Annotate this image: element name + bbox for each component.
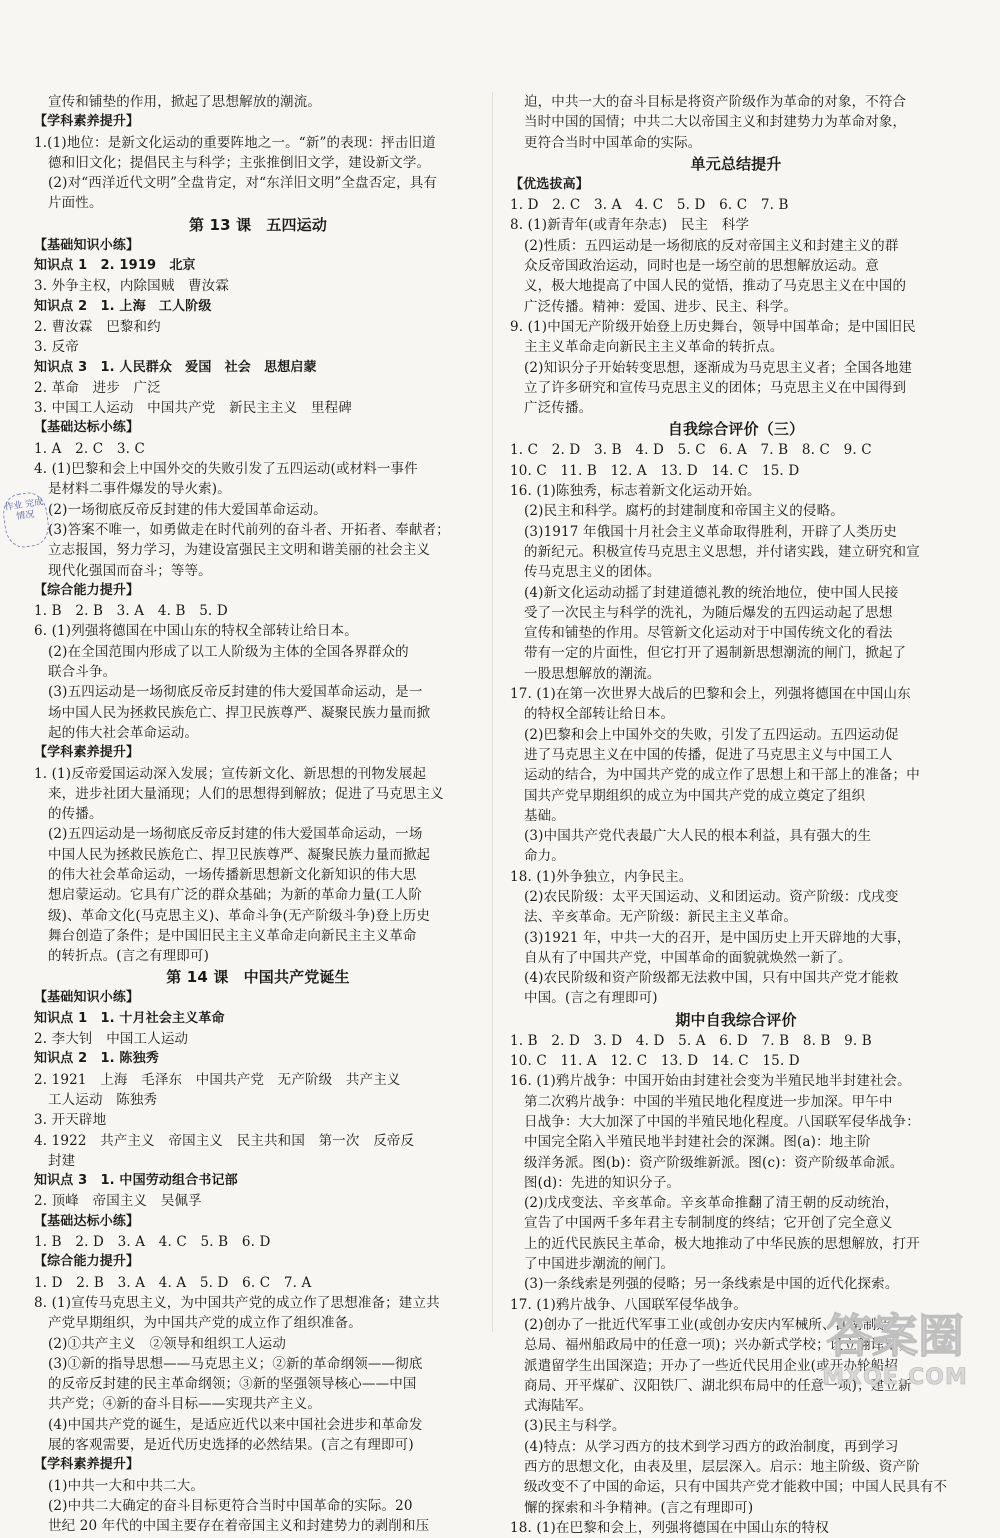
section-heading: 【基础达标小练】 (34, 420, 140, 436)
text-line: 场中国人民为拯救民族危亡、捍卫民族尊严、凝聚民族力量而掀 (48, 704, 431, 721)
text-line: 迫，中共一大的奋斗目标是将资产阶级作为革命的对象，不符合 (524, 94, 907, 110)
section-heading: 【优选拔高】 (510, 176, 589, 192)
text-line: (3)五四运动是一场彻底反帝反封建的伟大爱国革命运动，是一 (48, 684, 423, 701)
text-line: 18. (1)外争独立，内争民主。 (510, 868, 693, 885)
text-line: 来，进步社团大量涌现；人们的思想得到解放；促进了马克思主义 (48, 785, 444, 802)
text-line: 1. B 2. B 3. A 4. B 5. D (34, 603, 228, 620)
text-line: 工人运动 陈独秀 (48, 1091, 158, 1108)
knowledge-point-line: 知识点 1 2. 1919 北京 (34, 258, 196, 274)
text-line: 广泛传播。 (524, 400, 593, 417)
text-line: 带有一定的片面性，但它打开了遏制新思想潮流的闸门，掀起了 (524, 645, 907, 662)
text-line: 法、辛亥革命。无产阶级：新民主主义革命。 (524, 909, 797, 926)
text-line: (2)民主和科学。腐朽的封建制度和帝国主义的侵略。 (524, 503, 844, 520)
text-line: 众反帝国政治运动，同时也是一场空前的思想解放运动。意 (524, 258, 879, 275)
text-line: 宣传和铺垫的作用，掀起了思想解放的潮流。 (48, 94, 321, 110)
text-line: 17. (1)在第一次世界大战后的巴黎和会上，列强将德国在中国山东 (510, 686, 911, 703)
text-line: (2)创办了一批近代军事工业(或创办安庆内军械所、江南制造 (524, 1316, 891, 1333)
text-line: 中国。(言之有理即可) (524, 990, 658, 1007)
text-line: 总局、福州船政局中的任意一项)；兴办新式学校；设立翻译馆； (524, 1337, 912, 1354)
text-line: 宣告了中国两千多年君主专制制度的终结；它开创了完全意义 (524, 1215, 893, 1232)
text-line: 8. (1)宣传马克思主义，为中国共产党的成立作了思想准备；建立共 (34, 1294, 440, 1311)
text-line: 世纪 20 年代的中国主要存在着帝国主义和封建势力的剥削和压 (48, 1518, 430, 1535)
knowledge-point-line: 知识点 3 1. 中国劳动组合书记部 (34, 1173, 238, 1189)
text-line: (3)答案不唯一，如勇做走在时代前列的奋斗者、开拓者、奉献者； (48, 521, 450, 538)
text-line: 广泛传播。精神：爱国、进步、民主、科学。 (524, 298, 797, 315)
text-line: 立了许多研究和宣传马克思主义的团体；马克思主义在中国得到 (524, 379, 907, 396)
lesson-heading: 第 14 课 中国共产党诞生 (166, 968, 350, 987)
text-line: 2. 李大钊 中国工人运动 (34, 1031, 189, 1048)
text-line: 16. (1)鸦片战争：中国开始由封建社会变为半殖民地半封建社会。 (510, 1073, 911, 1090)
text-line: 现代化强国而奋斗；等等。 (48, 562, 212, 579)
text-line: 主主义革命走向新民主主义革命的转折点。 (524, 339, 784, 356)
text-line: (2)知识分子开始转变思想，逐渐成为马克思主义者；全国各地建 (524, 359, 913, 376)
text-line: 1. D 2. C 3. A 4. C 5. D 6. C 7. B (510, 197, 789, 214)
text-line: (2)一场彻底反帝反封建的伟大爱国革命运动。 (48, 501, 327, 518)
text-line: (2)五四运动是一场彻底反帝反封建的伟大爱国革命运动，一场 (48, 826, 423, 843)
text-line: 封建 (48, 1152, 76, 1169)
text-line: 了中国进步潮流的闸门。 (524, 1256, 675, 1273)
section-heading: 【综合能力提升】 (34, 582, 140, 598)
lesson-heading: 自我综合评价（三） (667, 420, 805, 439)
section-heading: 【学科素养提升】 (34, 114, 140, 130)
lesson-heading: 期中自我综合评价 (675, 1010, 797, 1029)
text-line: 上的近代民族民主革命，极大地推动了中华民族的思想解放，打开 (524, 1235, 920, 1252)
text-line: 舞台创造了条件；是中国旧民主主义革命走向新民主主义革命 (48, 927, 417, 944)
text-line: 宣传和铺垫的作用。尽管新文化运动对于中国传统文化的看法 (524, 625, 893, 642)
text-line: 的反帝反封建的民主革命纲领；③新的坚强领导核心——中国 (48, 1376, 417, 1393)
site-watermark-logo (800, 1307, 990, 1399)
lesson-heading: 单元总结提升 (690, 154, 782, 173)
text-line: 受了一次民主与科学的洗礼，为随后爆发的五四运动起了思想 (524, 604, 893, 621)
text-line: (2)在全国范围内形成了以工人阶级为主体的全国各界群众的 (48, 643, 409, 660)
text-line: 想启蒙运动。它具有广泛的群众基础；为新的革命力量(工人阶 (48, 887, 422, 904)
text-line: 自从有了中国共产党，中国革命的面貌就焕然一新了。 (524, 949, 852, 966)
text-line: (2)戊戌变法、辛亥革命。辛亥革命推翻了清王朝的反动统治， (524, 1195, 899, 1212)
text-line: 当时中国的国情；中共二大以帝国主义和封建势力为革命对象， (524, 114, 907, 131)
text-line: (3)1921 年，中共一大的召开，是中国历史上开天辟地的大事， (524, 929, 911, 946)
text-line: 级)、革命文化(马克思主义)、革命斗争(无产阶级斗争)登上历史 (48, 907, 430, 924)
text-line: 1. D 2. B 3. A 4. A 5. D 6. C 7. A (34, 1274, 312, 1291)
text-line: 联合斗争。 (48, 664, 117, 681)
text-line: 10. C 11. B 12. A 13. D 14. C 15. D (510, 462, 800, 479)
text-line: 的转折点。(言之有理即可) (48, 948, 209, 965)
text-line: (2)对“西洋近代文明”全盘肯定，对“东洋旧文明”全盘否定，具有 (48, 175, 438, 192)
section-heading: 【学科素养提升】 (34, 1457, 140, 1473)
text-line: (1)中共一大和中共二大。 (48, 1477, 205, 1494)
section-heading: 【综合能力提升】 (34, 1254, 140, 1270)
knowledge-point-line: 知识点 2 1. 上海 工人阶级 (34, 298, 212, 314)
text-line: 中国人民为拯救民族危亡、捍卫民族尊严、凝聚民族力量而掀起 (48, 846, 431, 863)
section-heading: 【基础知识小练】 (34, 237, 140, 253)
section-heading: 【基础知识小练】 (34, 990, 140, 1006)
text-line: (2)农民阶级：太平天国运动、义和团运动。资产阶级：戊戌变 (524, 888, 899, 905)
text-line: 级洋务派。图(b)：资产阶级维新派。图(c)：资产阶级革命派。 (524, 1154, 904, 1171)
text-line: (3)①新的指导思想——马克思主义；②新的革命纲领——彻底 (48, 1355, 423, 1372)
text-line: 的特权全部转让给日本。 (524, 706, 675, 723)
text-line: (4)特点：从学习西方的技术到学习西方的政治制度，再到学习 (524, 1438, 899, 1455)
text-line: 式海陆军。 (524, 1398, 593, 1415)
watermark-domain: MXQE.COM (822, 1365, 968, 1390)
text-line: 9. (1)中国无产阶级开始登上历史舞台，领导中国革命；是中国旧民 (510, 318, 916, 335)
text-line: (2)性质：五四运动是一场彻底的反对帝国主义和封建主义的群 (524, 237, 899, 254)
text-line: 德和旧文化；提倡民主与科学；主张推倒旧文学，建设新文学。 (48, 154, 431, 171)
text-line: 的传播。 (48, 806, 103, 823)
text-line: 1. B 2. D 3. D 4. D 5. A 6. D 7. B 8. B 9. B (510, 1032, 872, 1049)
text-line: 产党早期组织，为中国共产党的成立作了组织准备。 (48, 1315, 362, 1332)
text-line: 片面性。 (48, 195, 103, 212)
text-line: 3. 中国工人运动 中国共产党 新民主主义 里程碑 (34, 400, 352, 417)
text-line: 是材料二事件爆发的导火索)。 (48, 481, 231, 498)
text-line: 2. 革命 进步 广泛 (34, 379, 161, 396)
text-line: 更符合当时中国革命的实际。 (524, 134, 702, 151)
knowledge-point-line: 知识点 3 1. 人民群众 爱国 社会 思想启蒙 (34, 359, 317, 375)
text-line: 西方的思想文化，由表及里，层层深入。启示：地主阶级、资产阶 (524, 1459, 920, 1475)
stamp-text: 作业 完成情况 (3, 497, 44, 523)
text-line: 8. (1)新青年(或青年杂志) 民主 科学 (510, 217, 750, 234)
text-line: 中国完全陷入半殖民地半封建社会的深渊。图(a)：地主阶 (524, 1134, 871, 1151)
column-divider (492, 92, 493, 1332)
text-line: 商局、开平煤矿、汉阳铁厂、湖北织布局中的任意一项)；建立新 (524, 1377, 912, 1394)
text-line: 级改变不了中国的命运，只有中国共产党才能救中国；中国人民具有不 (524, 1479, 948, 1496)
section-heading: 【基础达标小练】 (34, 1213, 140, 1229)
text-line: 义，极大地提高了中国人民的觉悟，推动了马克思主义在中国的 (524, 278, 907, 295)
text-line: 的新纪元。积极宣传马克思主义思想，并付诸实践，建立研究和宣 (524, 543, 920, 560)
text-line: (2)①共产主义 ②领导和组织工人运动 (48, 1335, 286, 1352)
section-heading: 【学科素养提升】 (34, 745, 140, 761)
text-line: 2. 顶峰 帝国主义 吴佩孚 (34, 1193, 202, 1210)
text-line: 懈的探索和斗争精神。(言之有理即可) (524, 1499, 754, 1516)
text-line: 立志报国，努力学习，为建设富强民主文明和谐美丽的社会主义 (48, 542, 431, 559)
text-line: 传马克思主义的团体。 (524, 564, 661, 581)
text-line: 第二次鸦片战争：中国的半殖民地化程度进一步加深。甲午中 (524, 1093, 893, 1110)
text-line: 1. C 2. D 3. B 4. D 5. C 6. A 7. B 8. C 9. C (510, 442, 872, 459)
lesson-heading: 第 13 课 五四运动 (189, 215, 327, 234)
text-line: 16. (1)陈独秀，标志着新文化运动开始。 (510, 483, 761, 500)
text-line: 1.(1)地位：是新文化运动的重要阵地之一。“新”的表现：抨击旧道 (34, 134, 436, 151)
text-line: (3)中国共产党代表最广大人民的根本利益，具有强大的生 (524, 828, 872, 845)
knowledge-point-line: 知识点 1 1. 十月社会主义革命 (34, 1010, 225, 1026)
text-line: 1. B 2. D 3. A 4. C 5. B 6. D (34, 1234, 271, 1251)
text-line: 17. (1)鸦片战争、八国联军侵华战争。 (510, 1296, 748, 1313)
text-line: (2)中共二大确定的奋斗目标更符合当时中国革命的实际。20 (48, 1497, 413, 1514)
text-line: 图(d)：先进的知识分子。 (524, 1174, 681, 1191)
text-line: 派遣留学生出国深造；开办了一些近代民用企业(或开办轮船招 (524, 1357, 898, 1374)
text-line: 日战争：大大加深了中国的半殖民地化程度。八国联军侵华战争： (524, 1113, 920, 1130)
text-line: 展的客观需要，是近代历史选择的必然结果。(言之有理即可) (48, 1437, 414, 1453)
text-line: 国共产党早期组织的成立为中国共产党的成立奠定了组织 (524, 787, 866, 804)
text-line: 3. 开天辟地 (34, 1112, 107, 1129)
text-line: (3)1917 年俄国十月社会主义革命取得胜利，开辟了人类历史 (524, 523, 897, 540)
text-line: 2. 曹汝霖 巴黎和约 (34, 318, 161, 335)
text-line: 3. 外争主权，内除国贼 曹汝霖 (34, 278, 230, 295)
text-line: 基础。 (524, 807, 565, 824)
text-line: (2)巴黎和会上中国外交的失败，引发了五四运动。五四运动促 (524, 726, 899, 743)
text-line: 18. (1)在巴黎和会上，列强将德国在中国山东的特权 (510, 1519, 829, 1536)
text-line: 6. (1)列强将德国在中国山东的特权全部转让给日本。 (34, 623, 358, 640)
text-line: (4)中国共产党的诞生，是适应近代以来中国社会进步和革命发 (48, 1416, 423, 1433)
left-column (34, 92, 482, 1536)
text-line: 起的伟大社会革命运动。 (48, 724, 199, 741)
text-line: 一股思想解放的潮流。 (524, 665, 661, 682)
knowledge-point-line: 知识点 2 1. 陈独秀 (34, 1051, 159, 1067)
text-line: 1. (1)反帝爱国运动深入发展；宣传新文化、新思想的刊物发展起 (34, 765, 427, 782)
text-line: 运动的结合，为中国共产党的成立作了思想上和干部上的准备；中 (524, 767, 920, 784)
text-line: (4)农民阶级和资产阶级都无法救中国，只有中国共产党才能救 (524, 970, 899, 987)
text-line: (3)民主与科学。 (524, 1418, 626, 1435)
text-line: 共产党；④新的奋斗目标——实现共产主义。 (48, 1396, 321, 1413)
text-line: 4. 1922 共产主义 帝国主义 民主共和国 第一次 反帝反 (34, 1132, 415, 1149)
text-line: 1. A 2. C 3. C (34, 440, 146, 457)
text-line: (3)一条线索是列强的侵略；另一条线索是中国的近代化探索。 (524, 1276, 899, 1293)
text-line: 4. (1)巴黎和会上中国外交的失败引发了五四运动(或材料一事件 (34, 461, 418, 478)
text-line: 3. 反帝 (34, 339, 79, 356)
text-line: 命力。 (524, 848, 565, 865)
text-line: 的伟大社会革命运动，一场传播新思想新文化新知识的伟大思 (48, 866, 417, 883)
text-line: (4)新文化运动动摇了封建道德礼教的统治地位，使中国人民接 (524, 584, 899, 601)
text-line: 10. C 11. A 12. C 13. D 14. C 15. D (510, 1053, 800, 1070)
text-line: 进了马克思主义在中国的传播，促进了马克思主义与中国工人 (524, 746, 893, 763)
text-line: 2. 1921 上海 毛泽东 中国共产党 无产阶级 共产主义 (34, 1071, 401, 1088)
watermark-logo-text: 答案圈 (826, 1309, 964, 1363)
